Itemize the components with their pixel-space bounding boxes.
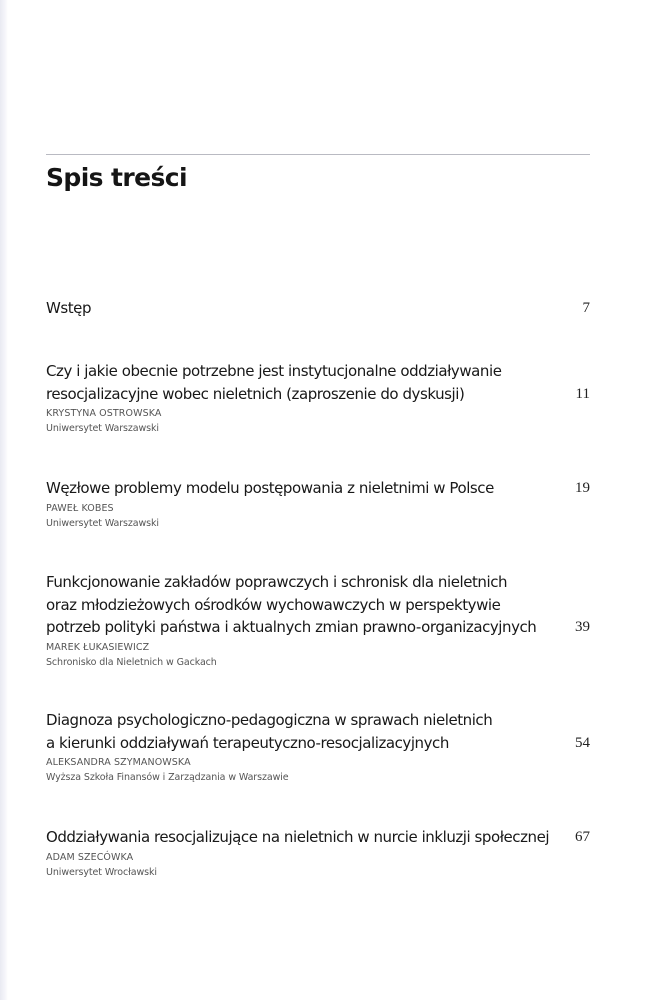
entry-title-line: Węzłowe problemy modelu postępowania z nieletnimi w Polsce <box>46 479 494 497</box>
toc-entry[interactable] <box>46 571 590 670</box>
toc-entry-introduction[interactable] <box>46 297 590 320</box>
entry-page-number: 11 <box>575 385 590 402</box>
entry-affiliation: Uniwersytet Warszawski <box>46 423 159 434</box>
entry-title-line: Oddziaływania resocjalizujące na nieletnich w nurcie inkluzji społecznej <box>46 828 550 846</box>
entry-title <box>46 477 536 500</box>
entry-title-line: potrzeb polityki państwa i aktualnych zmian prawno-organizacyjnych <box>46 618 537 636</box>
entry-affiliation: Wyższa Szkoła Finansów i Zarządzania w Warszawie <box>46 772 289 783</box>
entry-author: MAREK ŁUKASIEWICZ <box>46 641 150 653</box>
entry-author: ALEKSANDRA SZYMANOWSKA <box>46 757 191 768</box>
entry-author: PAWEŁ KOBES <box>46 502 114 514</box>
entry-title <box>46 297 536 320</box>
entry-page-number: 7 <box>582 300 590 316</box>
entry-title-line: a kierunki oddziaływań terapeutyczno-resocjalizacyjnych <box>46 733 449 752</box>
entry-page-number: 54 <box>575 734 590 751</box>
entry-title <box>46 571 536 639</box>
entry-title-line: oraz młodzieżowych ośrodków wychowawczych w perspektywie <box>46 595 501 614</box>
entry-page-number: 67 <box>575 829 590 845</box>
entry-author: ADAM SZECÓWKA <box>46 851 134 863</box>
entry-title <box>46 709 536 754</box>
entry-title-line: Wstęp <box>46 299 92 317</box>
entry-title-line: resocjalizacyjne wobec nieletnich (zaproszenie do dyskusji) <box>46 384 465 403</box>
entry-title <box>46 826 550 849</box>
entry-page-number: 39 <box>575 619 590 635</box>
toc-entry[interactable] <box>46 826 590 880</box>
page-edge-shadow <box>0 0 8 1000</box>
entry-page-number: 19 <box>575 480 590 496</box>
toc-entry[interactable] <box>46 477 590 531</box>
entry-affiliation: Uniwersytet Wrocławski <box>46 866 157 878</box>
entry-affiliation: Schronisko dla Nieletnich w Gackach <box>46 656 217 668</box>
toc-entry[interactable] <box>46 709 590 785</box>
entry-title-line: Funkcjonowanie zakładów poprawczych i schronisk dla nieletnich <box>46 573 508 591</box>
entry-title-line: Diagnoza psychologiczno-pedagogiczna w sprawach nieletnich <box>46 711 493 729</box>
entry-title-line: Czy i jakie obecnie potrzebne jest instytucjonalne oddziaływanie <box>46 362 502 380</box>
entry-affiliation: Uniwersytet Warszawski <box>46 517 159 529</box>
toc-entry[interactable] <box>46 360 590 436</box>
entry-author: KRYSTYNA OSTROWSKA <box>46 408 162 419</box>
heading-rule <box>46 154 590 155</box>
entry-title <box>46 360 536 405</box>
page-title: Spis treści <box>46 163 187 192</box>
